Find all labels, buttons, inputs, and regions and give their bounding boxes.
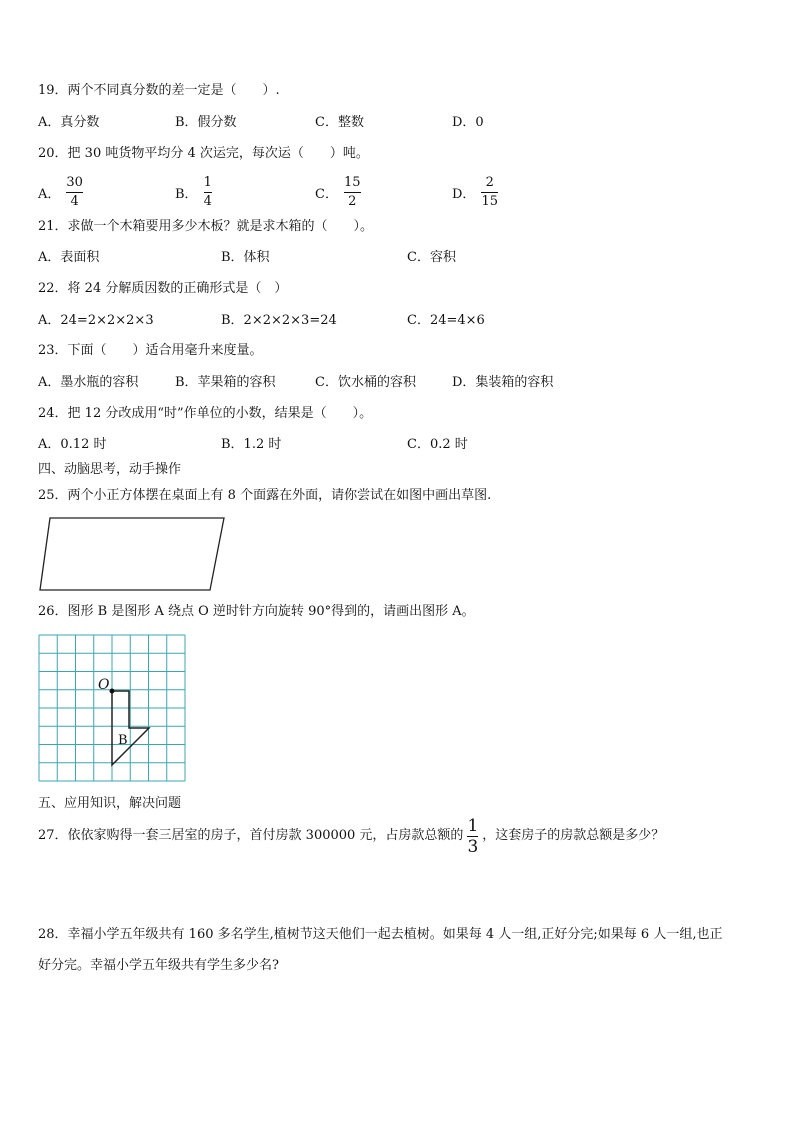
option-letter: D． bbox=[452, 186, 476, 202]
option-d: D．集装箱的容积 bbox=[452, 375, 554, 390]
option-d: D．0 bbox=[452, 115, 484, 130]
denominator: 4 bbox=[70, 193, 79, 209]
option-b: B．1.2 时 bbox=[221, 437, 282, 452]
point-o bbox=[110, 689, 115, 694]
question-19: 19．两个不同真分数的差一定是（ ）. bbox=[38, 83, 280, 98]
option-a: A．真分数 bbox=[38, 115, 100, 130]
grid-figure[interactable] bbox=[38, 634, 188, 786]
option-c: C．整数 bbox=[315, 115, 364, 130]
fraction bbox=[467, 817, 478, 856]
option-c: C．饮水桶的容积 bbox=[315, 375, 416, 390]
option-c: C．容积 bbox=[407, 250, 456, 265]
question-27 bbox=[38, 816, 664, 856]
option-b: B．假分数 bbox=[175, 115, 237, 130]
question-25: 25．两个小正方体摆在桌面上有 8 个面露在外面，请你尝试在如图中画出草图. bbox=[38, 488, 492, 503]
question-23: 23．下面（ ）适合用毫升来度量。 bbox=[38, 343, 263, 358]
question-27-text: 27．依依家购得一套三居室的房子，首付房款 300000 元，占房款总额的 bbox=[38, 828, 464, 843]
denominator: 3 bbox=[467, 836, 479, 857]
parallelogram-drawing-area[interactable] bbox=[38, 515, 228, 595]
option-a: A．表面积 bbox=[38, 250, 100, 265]
question-20: 20．把 30 吨货物平均分 4 次运完，每次运（ ）吨。 bbox=[38, 146, 369, 161]
option-letter: A． bbox=[38, 186, 61, 202]
label-o: O bbox=[98, 677, 110, 693]
option-c bbox=[315, 172, 361, 212]
option-letter: B． bbox=[175, 186, 198, 202]
option-a: A．24=2×2×2×3 bbox=[38, 313, 154, 328]
question-24: 24．把 12 分改成用“时”作单位的小数，结果是（ ）。 bbox=[38, 406, 373, 421]
denominator: 15 bbox=[481, 193, 498, 209]
fraction bbox=[344, 175, 361, 210]
option-b: B．体积 bbox=[221, 250, 270, 265]
denominator: 2 bbox=[348, 193, 357, 209]
denominator: 4 bbox=[203, 193, 212, 209]
option-d bbox=[452, 172, 498, 212]
option-b: B．苹果箱的容积 bbox=[175, 375, 276, 390]
option-b: B．2×2×2×3=24 bbox=[221, 313, 337, 328]
option-a: A．墨水瓶的容积 bbox=[38, 375, 139, 390]
label-b: B bbox=[118, 733, 128, 748]
question-26: 26．图形 B 是图形 A 绕点 O 逆时针方向旋转 90°得到的，请画出图形 A。 bbox=[38, 604, 475, 619]
numerator: 2 bbox=[485, 174, 494, 190]
option-letter: C． bbox=[315, 186, 338, 202]
option-c: C．24=4×6 bbox=[407, 313, 485, 328]
fraction bbox=[481, 175, 498, 210]
parallelogram bbox=[40, 518, 224, 590]
question-28-line-2: 好分完。幸福小学五年级共有学生多少名? bbox=[38, 958, 279, 973]
fraction bbox=[204, 175, 212, 210]
numerator: 15 bbox=[343, 174, 361, 190]
question-28-line-1: 28．幸福小学五年级共有 160 多名学生,植树节这天他们一起去植树。如果每 4 人一组,正好分完;如果每 6 人一组,也正 bbox=[38, 927, 723, 942]
fraction bbox=[66, 175, 83, 210]
question-27-text-end: ，这套房子的房款总额是多少？ bbox=[482, 828, 665, 843]
section-heading-4: 四、动脑思考，动手操作 bbox=[38, 462, 182, 477]
numerator: 30 bbox=[66, 174, 83, 190]
numerator: 1 bbox=[467, 815, 479, 836]
option-a bbox=[38, 172, 83, 212]
question-21: 21．求做一个木箱要用多少木板？就是求木箱的（ ）。 bbox=[38, 219, 374, 234]
option-c: C．0.2 时 bbox=[407, 437, 468, 452]
option-a: A．0.12 时 bbox=[38, 437, 107, 452]
section-heading-5: 五、应用知识，解决问题 bbox=[38, 796, 182, 811]
option-b bbox=[175, 172, 212, 212]
question-22: 22．将 24 分解质因数的正确形式是（ ） bbox=[38, 281, 288, 296]
numerator: 1 bbox=[203, 174, 212, 190]
